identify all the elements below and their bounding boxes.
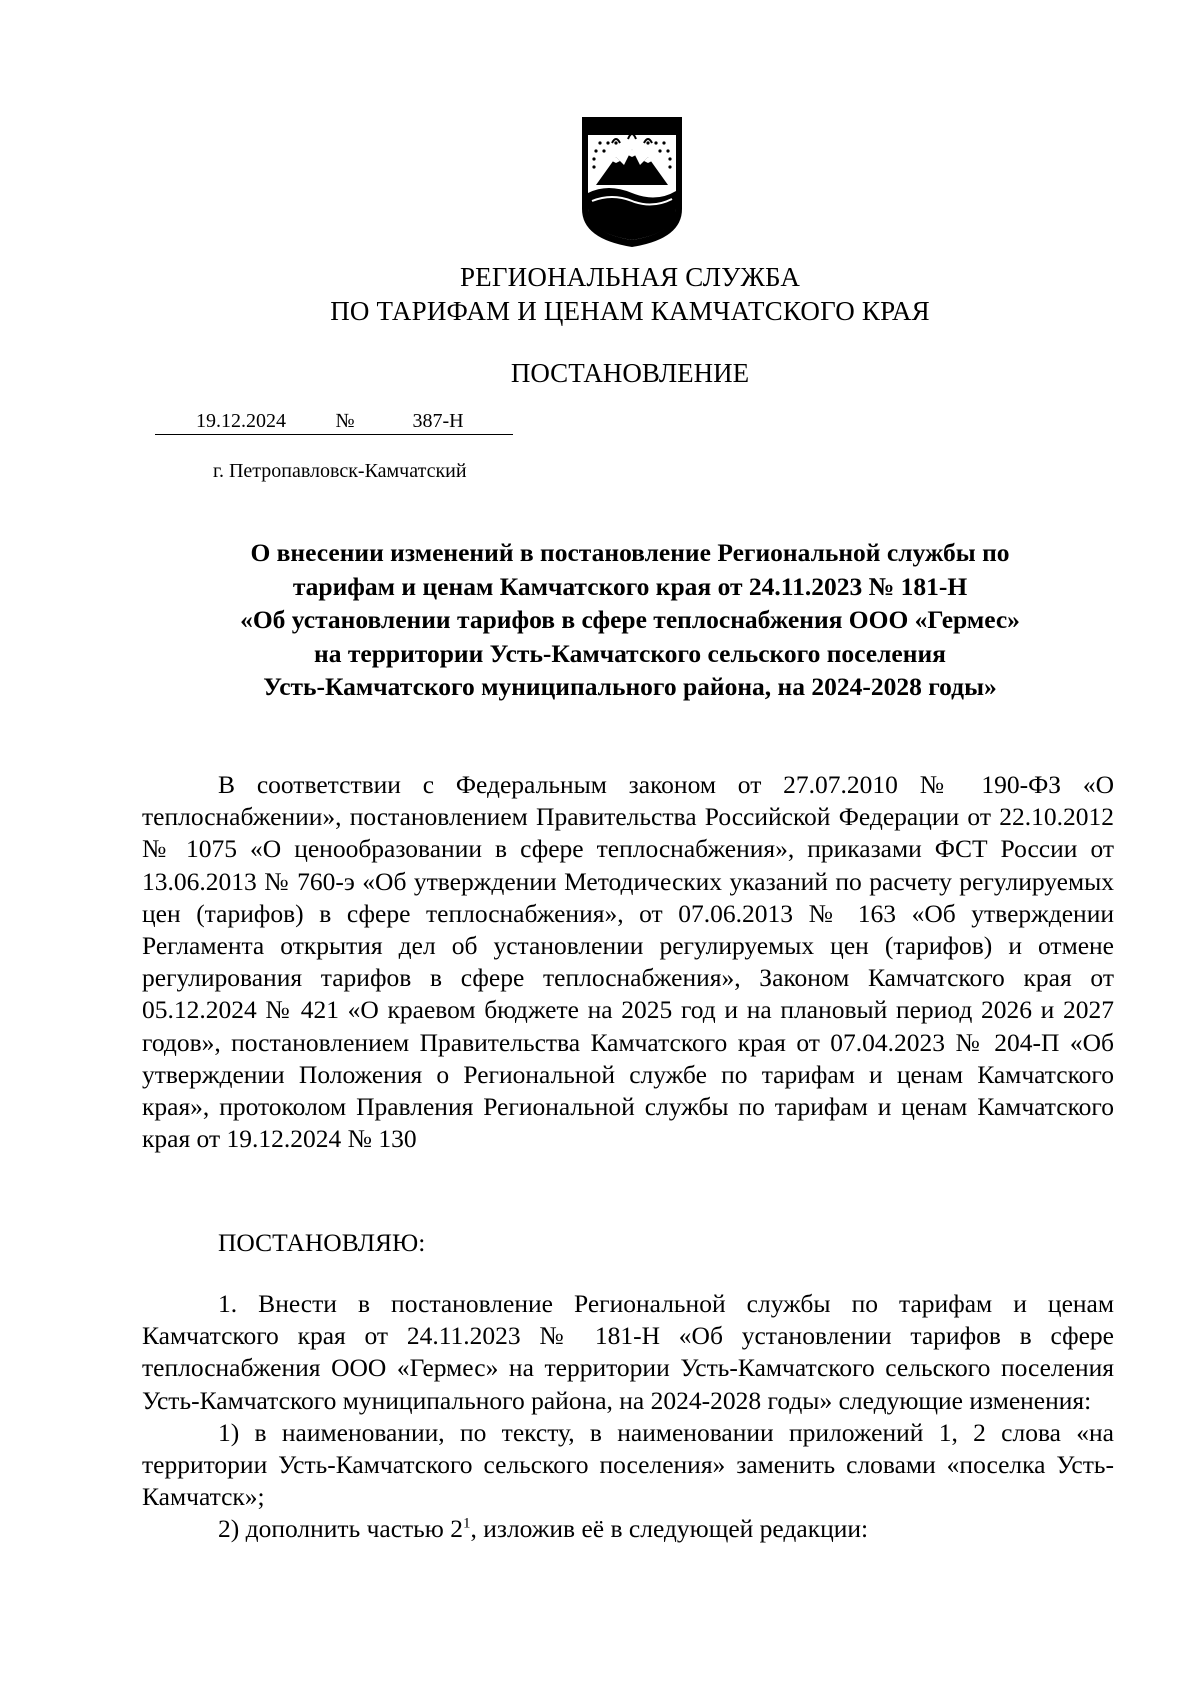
preamble-section bbox=[142, 769, 1114, 1155]
organization-name-line2: ПО ТАРИФАМ И ЦЕНАМ КАМЧАТСКОГО КРАЯ bbox=[330, 296, 930, 326]
city-name: г. Петропавловск-Камчатский bbox=[213, 460, 467, 482]
title-line: тарифам и ценам Камчатского края от 24.11.2023 № 181-Н bbox=[292, 571, 968, 601]
document-date: 19.12.2024 bbox=[155, 408, 327, 435]
items-section bbox=[142, 1288, 1114, 1546]
item-1-2-text: 2) дополнить частью 2 bbox=[218, 1514, 463, 1544]
document-number: 387-Н bbox=[363, 408, 513, 435]
item-1-2-superscript: 1 bbox=[462, 1515, 471, 1532]
item-1-2-text-end: , изложив её в следующей редакции: bbox=[470, 1514, 869, 1544]
title-line: Усть-Камчатского муниципального района, на 2024-2028 годы» bbox=[263, 672, 997, 701]
document-type: ПОСТАНОВЛЕНИЕ bbox=[510, 358, 750, 388]
organization-name-line1: РЕГИОНАЛЬНАЯ СЛУЖБА bbox=[459, 262, 801, 292]
document-title bbox=[150, 536, 1110, 704]
title-line: на территории Усть-Камчатского сельского поселения bbox=[314, 638, 946, 668]
decree-section bbox=[142, 1227, 1114, 1259]
title-line: О внесении изменений в постановление Региональной службы по bbox=[250, 538, 1010, 567]
item-1-1-paragraph: 1) в наименовании, по тексту, в наименовании приложений 1, 2 слова «на территории Усть-Камчатского сельского поселения» заменить словами «поселка Усть-Камчатск»; bbox=[142, 1417, 1114, 1512]
decree-word: ПОСТАНОВЛЯЮ: bbox=[218, 1228, 426, 1257]
number-sign: № bbox=[327, 408, 363, 435]
title-line: «Об установлении тарифов в сфере теплоснабжения ООО «Гермес» bbox=[240, 605, 1020, 634]
coat-of-arms-emblem bbox=[578, 113, 686, 249]
preamble-paragraph: В соответствии с Федеральным законом от 27.07.2010 № 190-ФЗ «О теплоснабжении», постановлением Правительства Российской Федерации от 22.10.2012 № 1075 «О ценообразовании в сфере теплоснабжения», приказами ФСТ России от 13.06.2013 № 760-э «Об утверждении Методических указаний по расчету регулируемых цен (тарифов) в сфере теплоснабжения», от 07.06.2013 № 163 «Об утверждении Регламента открытия дел об установлении регулируемых цен (тарифов) и отмене регулирования тарифов в сфере теплоснабжения», Законом Камчатского края от 05.12.2024 № 421 «О краевом бюджете на 2025 год и на плановый период 2026 и 2027 годов», постановлением Правительства Камчатского края от 07.04.2023 № 204-П «Об утверждении Положения о Региональной службе по тарифам и ценам Камчатского края», протоколом Правления Региональной службы по тарифам и ценам Камчатского края от 19.12.2024 № 130 bbox=[142, 770, 1114, 1154]
item-1-paragraph: 1. Внести в постановление Региональной службы по тарифам и ценам Камчатского края от 24.11.2023 № 181-Н «Об установлении тарифов в сфере теплоснабжения ООО «Гермес» на территории Усть-Камчатского сельского поселения Усть-Камчатского муниципального района, на 2024-2028 годы» следующие изменения: bbox=[142, 1289, 1114, 1415]
item-1-2-paragraph bbox=[142, 1513, 1114, 1545]
